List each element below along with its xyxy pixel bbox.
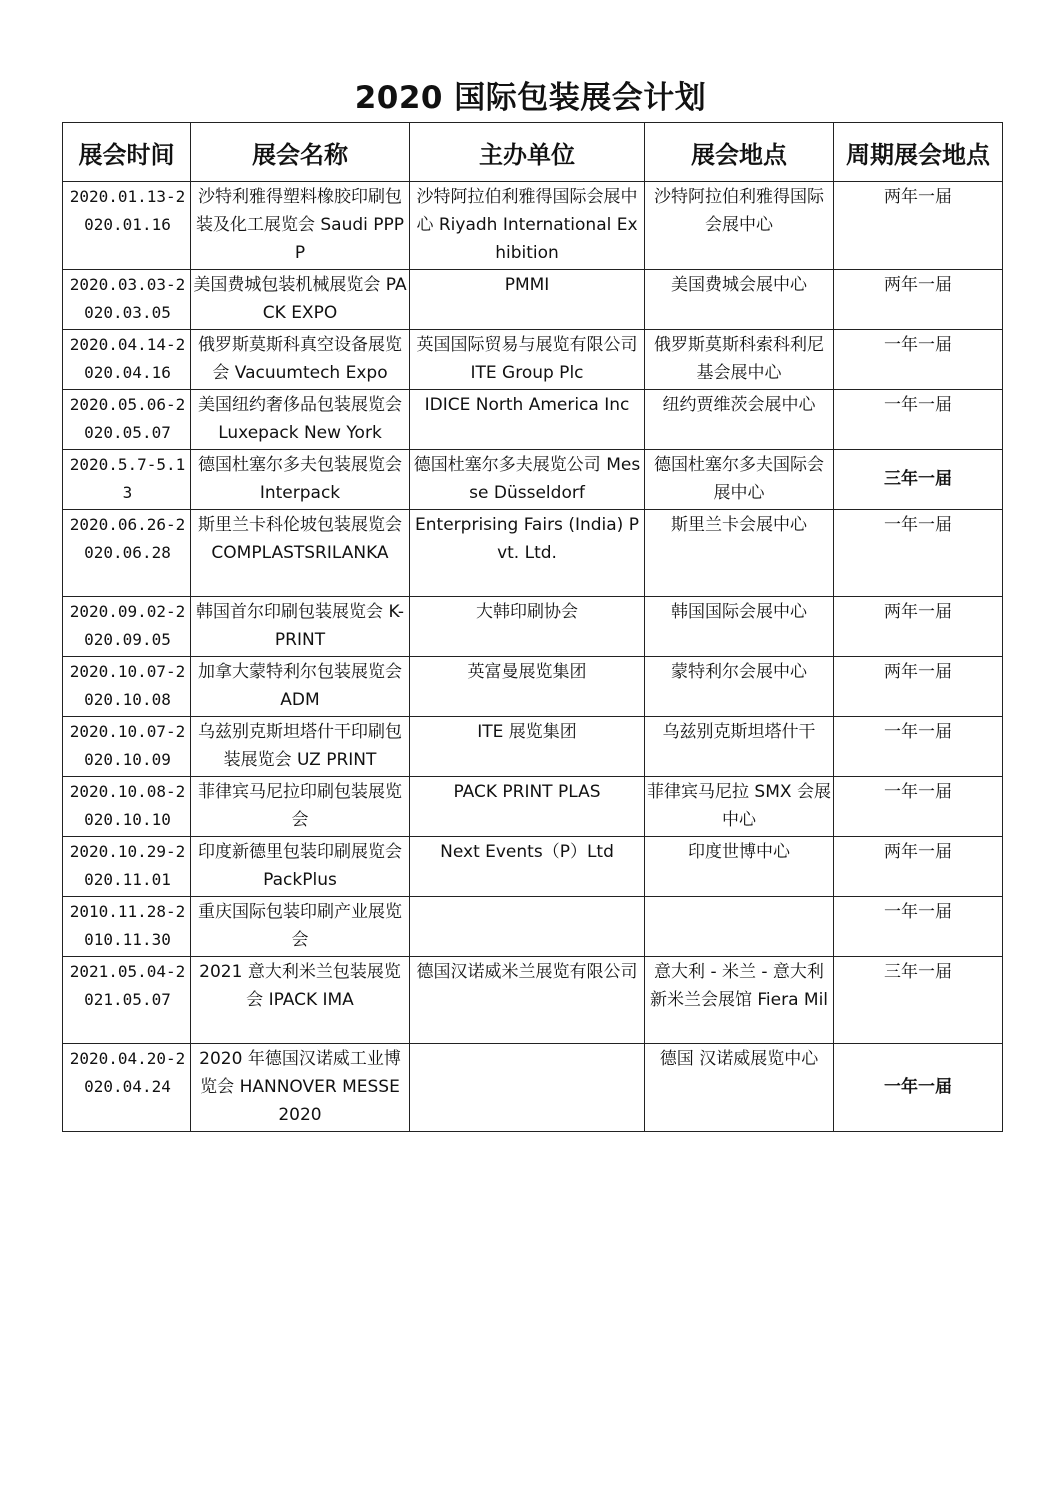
row-cycle: 两年一届 [834, 182, 1003, 270]
row-date: 2020.03.03-2020.03.05 [63, 270, 191, 330]
row-name: 重庆国际包装印刷产业展览会 [191, 897, 410, 957]
row-venue: 蒙特利尔会展中心 [645, 657, 834, 717]
table-row [63, 897, 1003, 957]
row-venue: 俄罗斯莫斯科索科利尼基会展中心 [645, 330, 834, 390]
row-cycle: 两年一届 [834, 657, 1003, 717]
row-cycle: 两年一届 [834, 837, 1003, 897]
row-name: 2021 意大利米兰包装展览会 IPACK IMA [191, 957, 410, 1044]
row-date: 2020.09.02-2020.09.05 [63, 597, 191, 657]
row-cycle: 三年一届 [834, 957, 1003, 1044]
row-date: 2020.10.08-2020.10.10 [63, 777, 191, 837]
row-cycle: 一年一届 [834, 717, 1003, 777]
row-organizer: 大韩印刷协会 [410, 597, 645, 657]
table-header-row [63, 123, 1003, 182]
table-row [63, 1044, 1003, 1132]
row-venue: 菲律宾马尼拉 SMX 会展中心 [645, 777, 834, 837]
header-name: 展会名称 [191, 123, 410, 182]
table-row [63, 837, 1003, 897]
row-name: 韩国首尔印刷包装展览会 K-PRINT [191, 597, 410, 657]
row-cycle: 一年一届 [834, 897, 1003, 957]
header-venue: 展会地点 [645, 123, 834, 182]
row-date: 2020.04.20-2020.04.24 [63, 1044, 191, 1132]
table-row [63, 182, 1003, 270]
row-cycle: 一年一届 [834, 777, 1003, 837]
row-organizer: 英富曼展览集团 [410, 657, 645, 717]
table-row [63, 657, 1003, 717]
table-row [63, 450, 1003, 510]
row-date: 2020.04.14-2020.04.16 [63, 330, 191, 390]
row-name: 印度新德里包装印刷展览会 PackPlus [191, 837, 410, 897]
row-name: 美国纽约奢侈品包装展览会 Luxepack New York [191, 390, 410, 450]
row-name: 德国杜塞尔多夫包装展览会 Interpack [191, 450, 410, 510]
row-cycle: 一年一届 [834, 510, 1003, 597]
row-cycle: 一年一届 [834, 1044, 1003, 1132]
table-row [63, 597, 1003, 657]
row-venue: 印度世博中心 [645, 837, 834, 897]
row-organizer: PACK PRINT PLAS [410, 777, 645, 837]
row-cycle: 两年一届 [834, 597, 1003, 657]
row-name: 美国费城包装机械展览会 PACK EXPO [191, 270, 410, 330]
exhibition-table [62, 122, 1003, 1132]
row-date: 2021.05.04-2021.05.07 [63, 957, 191, 1044]
row-date: 2020.01.13-2020.01.16 [63, 182, 191, 270]
row-venue: 斯里兰卡会展中心 [645, 510, 834, 597]
row-organizer: PMMI [410, 270, 645, 330]
row-cycle: 三年一届 [834, 450, 1003, 510]
row-venue: 纽约贾维茨会展中心 [645, 390, 834, 450]
row-date: 2020.05.06-2020.05.07 [63, 390, 191, 450]
row-organizer: Next Events（P）Ltd [410, 837, 645, 897]
row-venue: 美国费城会展中心 [645, 270, 834, 330]
row-venue: 意大利 - 米兰 - 意大利新米兰会展馆 Fiera Mil [645, 957, 834, 1044]
table-row [63, 390, 1003, 450]
row-venue: 沙特阿拉伯利雅得国际会展中心 [645, 182, 834, 270]
row-name: 沙特利雅得塑料橡胶印刷包装及化工展览会 Saudi PPPP [191, 182, 410, 270]
row-date: 2020.5.7-5.13 [63, 450, 191, 510]
row-cycle: 一年一届 [834, 390, 1003, 450]
table-row [63, 330, 1003, 390]
row-organizer: 英国国际贸易与展览有限公司 ITE Group Plc [410, 330, 645, 390]
header-date: 展会时间 [63, 123, 191, 182]
row-date: 2020.10.29-2020.11.01 [63, 837, 191, 897]
row-organizer: IDICE North America Inc [410, 390, 645, 450]
row-organizer [410, 1044, 645, 1132]
table-row [63, 777, 1003, 837]
row-venue [645, 897, 834, 957]
row-organizer: 德国杜塞尔多夫展览公司 Messe Düsseldorf [410, 450, 645, 510]
row-name: 俄罗斯莫斯科真空设备展览会 Vacuumtech Expo [191, 330, 410, 390]
row-organizer [410, 897, 645, 957]
table-row [63, 510, 1003, 597]
page-title: 2020 国际包装展会计划 [354, 80, 707, 116]
table-row [63, 270, 1003, 330]
row-cycle: 两年一届 [834, 270, 1003, 330]
row-name: 菲律宾马尼拉印刷包装展览会 [191, 777, 410, 837]
table-row [63, 957, 1003, 1044]
table-row [63, 717, 1003, 777]
row-name: 2020 年德国汉诺威工业博览会 HANNOVER MESSE 2020 [191, 1044, 410, 1132]
row-organizer: 德国汉诺威米兰展览有限公司 [410, 957, 645, 1044]
header-cycle: 周期展会地点 [834, 123, 1003, 182]
row-date: 2020.10.07-2020.10.09 [63, 717, 191, 777]
row-name: 加拿大蒙特利尔包装展览会 ADM [191, 657, 410, 717]
row-venue: 乌兹别克斯坦塔什干 [645, 717, 834, 777]
row-date: 2010.11.28-2010.11.30 [63, 897, 191, 957]
row-venue: 德国杜塞尔多夫国际会展中心 [645, 450, 834, 510]
row-name: 乌兹别克斯坦塔什干印刷包装展览会 UZ PRINT [191, 717, 410, 777]
row-date: 2020.06.26-2020.06.28 [63, 510, 191, 597]
row-venue: 韩国国际会展中心 [645, 597, 834, 657]
header-organizer: 主办单位 [410, 123, 645, 182]
row-organizer: Enterprising Fairs (India) Pvt. Ltd. [410, 510, 645, 597]
row-venue: 德国 汉诺威展览中心 [645, 1044, 834, 1132]
row-cycle: 一年一届 [834, 330, 1003, 390]
row-name: 斯里兰卡科伦坡包装展览会 COMPLASTSRILANKA [191, 510, 410, 597]
row-date: 2020.10.07-2020.10.08 [63, 657, 191, 717]
row-organizer: ITE 展览集团 [410, 717, 645, 777]
row-organizer: 沙特阿拉伯利雅得国际会展中心 Riyadh International Exhibition [410, 182, 645, 270]
